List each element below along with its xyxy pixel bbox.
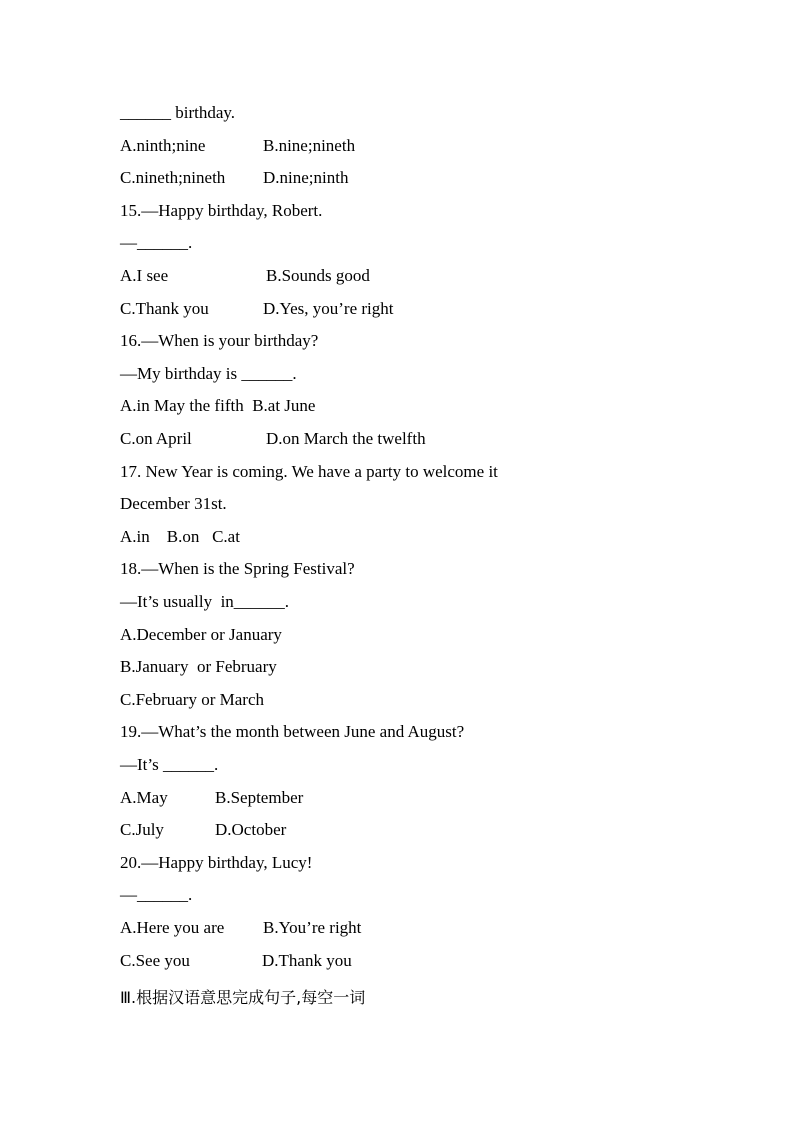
q18-option-c: C.February or March: [120, 690, 264, 709]
q19-option-b: B.September: [215, 788, 304, 807]
q19-option-d: D.October: [215, 820, 287, 839]
q14-option-d: D.nine;ninth: [263, 168, 349, 187]
q14-stem-end: ______ birthday.: [120, 103, 236, 122]
q18-option-a: A.December or January: [120, 625, 282, 644]
q19-question: 19.—What’s the month between June and August?: [120, 722, 465, 741]
q20-option-a: A.Here you are: [120, 918, 225, 937]
q18-response-blank: —It’s usually in______.: [120, 592, 290, 611]
q15-option-b: B.Sounds good: [266, 266, 370, 285]
q20-option-d: D.Thank you: [262, 951, 352, 970]
q17-question-cont: December 31st.: [120, 494, 227, 513]
q14-option-c: C.nineth;nineth: [120, 168, 226, 187]
q15-response-blank: —______.: [120, 233, 193, 252]
q15-option-d: D.Yes, you’re right: [263, 299, 394, 318]
q16-options-ab: A.in May the fifth B.at June: [120, 396, 316, 415]
q20-question: 20.—Happy birthday, Lucy!: [120, 853, 313, 872]
q19-option-c: C.July: [120, 820, 164, 839]
q20-response-blank: —______.: [120, 885, 193, 904]
q17-question: 17. New Year is coming. We have a party to welcome it: [120, 462, 498, 481]
q20-option-c: C.See you: [120, 951, 190, 970]
q19-response-blank: —It’s ______.: [120, 755, 219, 774]
q15-option-c: C.Thank you: [120, 299, 209, 318]
q18-question: 18.—When is the Spring Festival?: [120, 559, 355, 578]
q16-option-d: D.on March the twelfth: [266, 429, 426, 448]
q14-option-a: A.ninth;nine: [120, 136, 206, 155]
q15-option-a: A.I see: [120, 266, 169, 285]
q16-question: 16.—When is your birthday?: [120, 331, 319, 350]
q19-option-a: A.May: [120, 788, 168, 807]
q16-option-c: C.on April: [120, 429, 192, 448]
q18-option-b: B.January or February: [120, 657, 277, 676]
section-iii-heading: Ⅲ.根据汉语意思完成句子,每空一词: [120, 988, 366, 1007]
q20-option-b: B.You’re right: [263, 918, 362, 937]
q16-response-blank: —My birthday is ______.: [120, 364, 297, 383]
q15-question: 15.—Happy birthday, Robert.: [120, 201, 323, 220]
q14-option-b: B.nine;nineth: [263, 136, 356, 155]
q17-options: A.in B.on C.at: [120, 527, 240, 546]
